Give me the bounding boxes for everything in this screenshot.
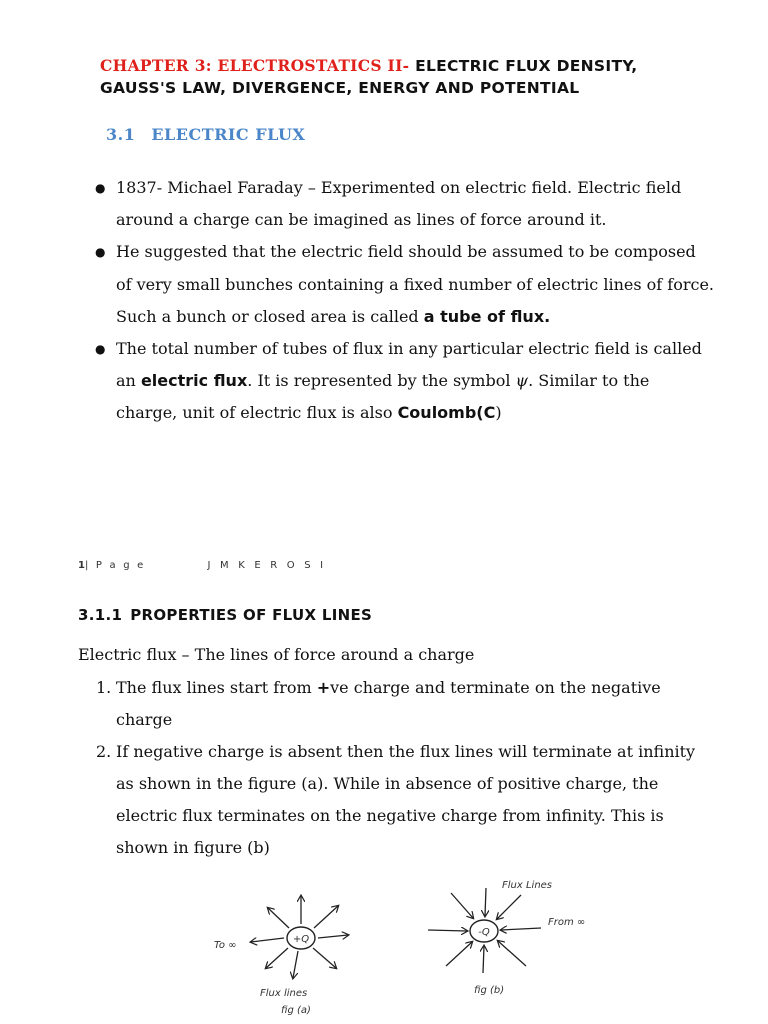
- bullet-list: [95, 172, 715, 430]
- flux-lines-label-a: Flux lines: [260, 988, 308, 999]
- section-number: 3.1: [106, 125, 136, 144]
- fig-b-caption: fig (b): [474, 985, 505, 996]
- list-item: [96, 736, 716, 864]
- bullet-text: ): [495, 403, 502, 423]
- list-item: [96, 672, 716, 736]
- bullet-text: 1837- Michael Faraday – Experimented on electric field. Electric field around a charge can be imagined as lines of force around it.: [116, 178, 682, 230]
- flux-lines-label-b: Flux Lines: [502, 880, 553, 891]
- bullet-icon: ●: [95, 245, 106, 260]
- charge-label-b: -Q: [478, 927, 490, 938]
- author-name: J M K E R O S I: [207, 560, 327, 571]
- bullet-bold-text: electric flux: [140, 371, 248, 391]
- bullet-text: . Similar to the charge, unit of electric flux is also: [116, 371, 650, 423]
- bullet-item: [95, 172, 715, 236]
- flux-lines-figure: [196, 868, 636, 1020]
- list-text: ve charge and terminate on the negative charge: [116, 678, 661, 729]
- figure-b-negative-charge: [428, 880, 585, 996]
- bullet-text: He suggested that the electric field should be assumed to be composed of very small bunches containing a fixed number of electric lines of force. Such a bunch or closed area is called: [116, 242, 714, 326]
- bullet-item: [95, 236, 715, 333]
- list-text: The flux lines start from: [116, 678, 317, 697]
- page-label: | P a g e: [84, 560, 146, 571]
- psi-symbol: ψ: [515, 371, 529, 391]
- charge-label-a: +Q: [292, 934, 310, 945]
- page-footer: [78, 560, 326, 571]
- section-title: PROPERTIES OF FLUX LINES: [130, 606, 373, 624]
- list-text: If negative charge is absent then the flux lines will terminate at infinity as shown in the figure (a). While in absence of positive charge, the electric flux terminates on the negative charge from infinity. This is shown in figure (b): [116, 742, 696, 857]
- list-number: 1.: [96, 678, 112, 697]
- to-infinity-label: To ∞: [214, 940, 237, 951]
- chapter-heading-rest: ELECTRIC FLUX DENSITY,: [409, 57, 638, 75]
- bullet-bold-text: a tube of flux.: [423, 306, 551, 326]
- plus-sign: +: [316, 678, 331, 697]
- section-3-1-heading: [106, 125, 305, 144]
- bullet-text: . It is represented by the symbol: [247, 371, 516, 391]
- bullet-icon: ●: [95, 342, 106, 357]
- figure-a-positive-charge: [214, 896, 348, 1016]
- list-number: 2.: [96, 742, 112, 761]
- section-number: 3.1.1: [78, 606, 123, 624]
- properties-list: [96, 672, 716, 864]
- chapter-heading: [100, 55, 740, 99]
- section-3-1-1-heading: [78, 606, 372, 624]
- bullet-icon: ●: [95, 181, 106, 195]
- intro-text: Electric flux – The lines of force around a charge: [78, 645, 475, 664]
- from-infinity-label: From ∞: [548, 917, 586, 928]
- chapter-heading-red: CHAPTER 3: ELECTROSTATICS II-: [100, 56, 410, 75]
- bullet-item: [95, 333, 715, 430]
- bullet-text: The total number of tubes of flux in any particular electric field is called an: [116, 339, 702, 391]
- chapter-heading-line2: GAUSS'S LAW, DIVERGENCE, ENERGY AND POTENTIAL: [100, 79, 580, 97]
- fig-a-caption: fig (a): [281, 1005, 311, 1016]
- section-title: ELECTRIC FLUX: [151, 125, 306, 144]
- page-number: 1: [78, 560, 85, 571]
- unit-bold-text: Coulomb(C: [397, 403, 496, 423]
